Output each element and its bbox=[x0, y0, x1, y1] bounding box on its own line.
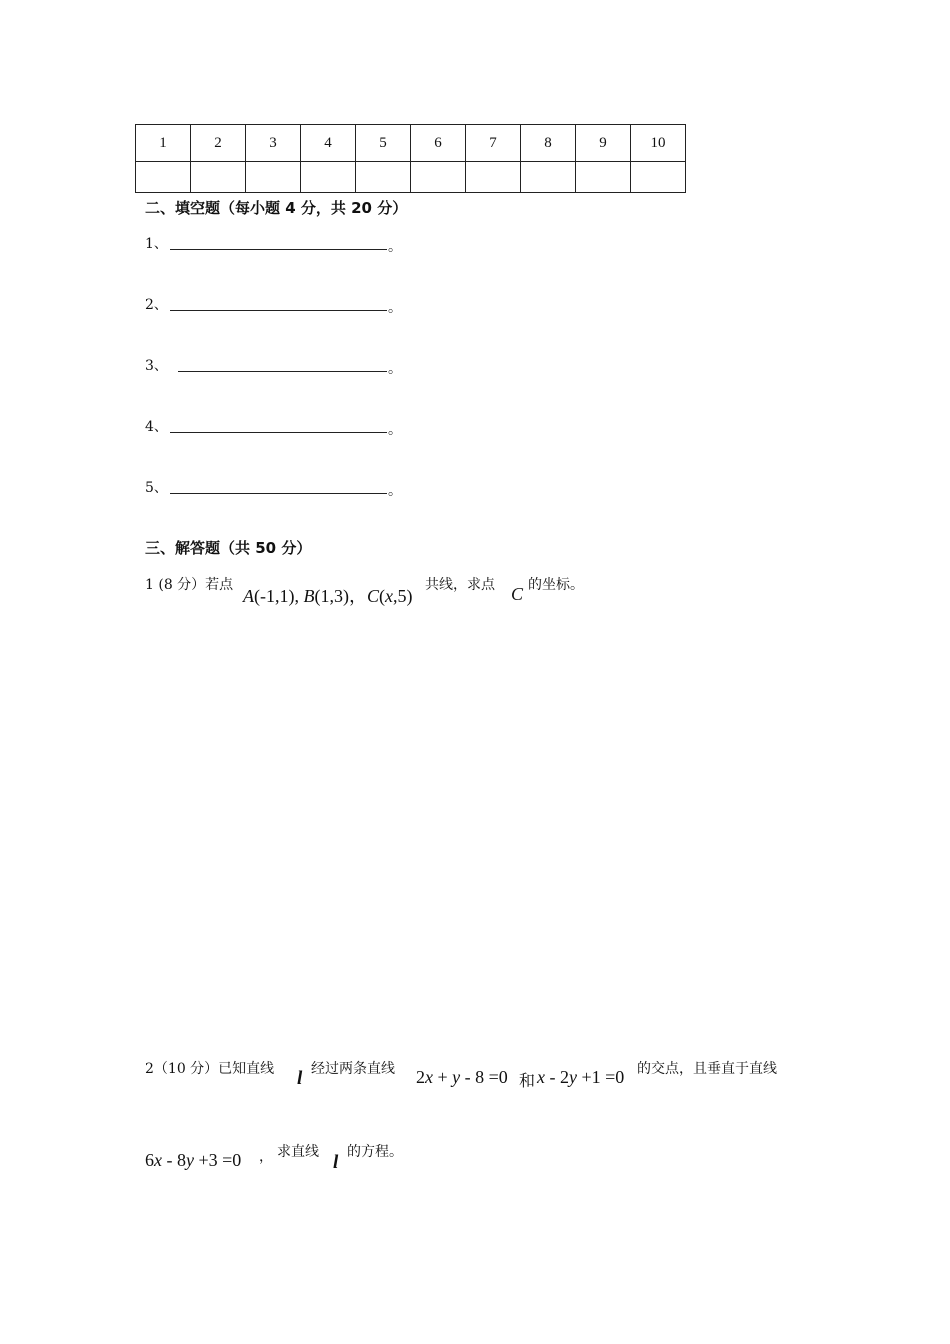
q2-prefix: 2（10 分）已知直线 bbox=[145, 1061, 275, 1077]
fill-blank-line[interactable] bbox=[170, 249, 387, 250]
q2-suffix: 的交点，且垂直于直线 bbox=[637, 1061, 777, 1077]
answer-number-cell: 7 bbox=[466, 125, 521, 162]
q2-math1: 2x + y - 8 =0 bbox=[416, 1067, 508, 1087]
answer-table-blank-row bbox=[136, 162, 686, 193]
q2-mid: 经过两条直线 bbox=[311, 1061, 395, 1077]
fill-blank-line[interactable] bbox=[170, 493, 387, 494]
q2-comma: ， bbox=[259, 1149, 273, 1165]
q1-mid: 共线，求点 bbox=[425, 577, 495, 593]
answer-cell[interactable] bbox=[631, 162, 686, 193]
fill-blank-end: 。 bbox=[388, 300, 402, 316]
q1-prefix: 1 (8 分）若点 bbox=[145, 577, 234, 593]
answer-number-cell: 2 bbox=[191, 125, 246, 162]
fill-blank-line[interactable] bbox=[178, 371, 387, 372]
fill-blank-number: 5、 bbox=[145, 480, 168, 496]
fill-blank-end: 。 bbox=[388, 483, 402, 499]
answer-number-cell: 8 bbox=[521, 125, 576, 162]
q2-var2: l bbox=[333, 1152, 339, 1173]
fill-blank-number: 3、 bbox=[145, 358, 168, 374]
q2-mid2: 求直线 bbox=[277, 1144, 319, 1160]
answer-number-cell: 3 bbox=[246, 125, 301, 162]
answer-number-cell: 6 bbox=[411, 125, 466, 162]
fill-blank-line[interactable] bbox=[170, 310, 387, 311]
q1-var: C bbox=[511, 584, 524, 604]
answer-number-cell: 5 bbox=[356, 125, 411, 162]
answer-number-cell: 9 bbox=[576, 125, 631, 162]
answer-cell[interactable] bbox=[301, 162, 356, 193]
answer-cell[interactable] bbox=[466, 162, 521, 193]
answer-cell[interactable] bbox=[356, 162, 411, 193]
answer-number-cell: 10 bbox=[631, 125, 686, 162]
fill-blank-number: 4、 bbox=[145, 419, 168, 435]
answer-table-header-row bbox=[136, 125, 686, 162]
fill-blank-number: 1、 bbox=[145, 236, 168, 252]
fill-blank-end: 。 bbox=[388, 422, 402, 438]
answer-cell[interactable] bbox=[521, 162, 576, 193]
fill-blank-number: 2、 bbox=[145, 297, 168, 313]
answer-number-cell: 4 bbox=[301, 125, 356, 162]
answer-cell[interactable] bbox=[411, 162, 466, 193]
answer-cell[interactable] bbox=[576, 162, 631, 193]
answer-table bbox=[135, 124, 686, 193]
q2-math2: x - 2y +1 =0 bbox=[537, 1067, 625, 1087]
answer-cell[interactable] bbox=[191, 162, 246, 193]
q1-suffix: 的坐标。 bbox=[528, 577, 584, 593]
fill-blank-end: 。 bbox=[388, 239, 402, 255]
answer-number-cell: 1 bbox=[136, 125, 191, 162]
q2-math3: 6x - 8y +3 =0 bbox=[145, 1150, 242, 1170]
fill-blank-line[interactable] bbox=[170, 432, 387, 433]
section3-title: 三、解答题（共 50 分） bbox=[145, 539, 312, 557]
answer-cell[interactable] bbox=[136, 162, 191, 193]
q2-var: l bbox=[297, 1068, 303, 1089]
fill-blank-end: 。 bbox=[388, 361, 402, 377]
q1-math: A(-1,1), B(1,3)，C(x,5) bbox=[243, 586, 413, 606]
section2-title: 二、填空题（每小题 4 分，共 20 分） bbox=[145, 199, 408, 217]
q2-and: 和 bbox=[519, 1071, 536, 1090]
q2-suffix2: 的方程。 bbox=[347, 1144, 403, 1160]
answer-cell[interactable] bbox=[246, 162, 301, 193]
